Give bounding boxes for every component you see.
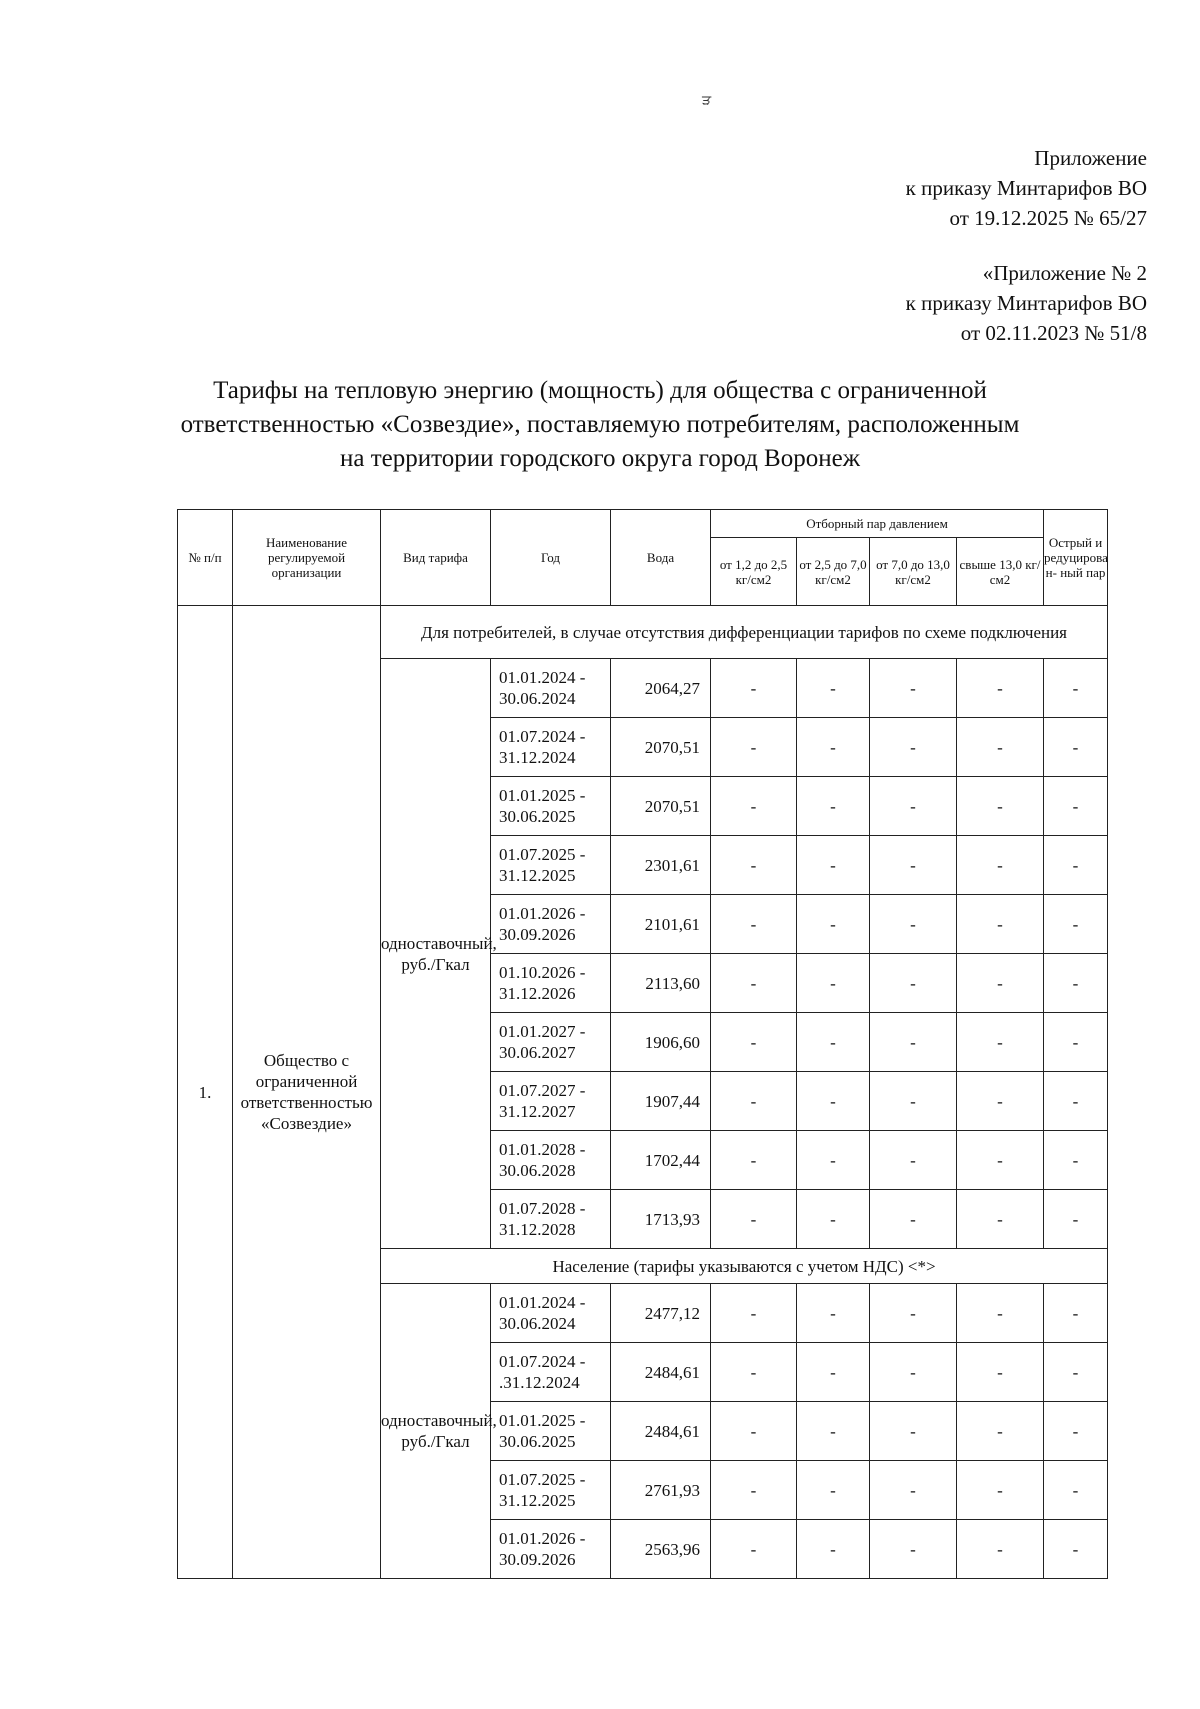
empty-value-cell: - [711,777,797,836]
col-header-steam-1: от 1,2 до 2,5 кг/см2 [711,538,797,606]
document-title [150,374,1050,476]
period-cell: 01.01.2028 - 30.06.2028 [491,1131,611,1190]
empty-value-cell: - [957,1131,1044,1190]
col-header-num: № п/п [178,510,233,606]
appendix-header [906,143,1147,233]
empty-value-cell: - [1044,895,1108,954]
col-header-steam-2: от 2,5 до 7,0 кг/см2 [797,538,870,606]
empty-value-cell: - [870,1072,957,1131]
water-tariff-cell: 2070,51 [611,718,711,777]
water-tariff-cell: 2101,61 [611,895,711,954]
appendix-line: Приложение [1034,146,1147,170]
empty-value-cell: - [870,1284,957,1343]
empty-value-cell: - [957,1461,1044,1520]
empty-value-cell: - [1044,954,1108,1013]
empty-value-cell: - [711,1131,797,1190]
empty-value-cell: - [711,1190,797,1249]
empty-value-cell: - [797,1190,870,1249]
empty-value-cell: - [957,1343,1044,1402]
tariff-table [177,509,1108,1579]
title-line: ответственностью «Созвездие», поставляемую потребителям, расположенным [180,411,1020,438]
period-cell: 01.01.2024 - 30.06.2024 [491,1284,611,1343]
empty-value-cell: - [870,1520,957,1579]
empty-value-cell: - [1044,836,1108,895]
empty-value-cell: - [797,1284,870,1343]
empty-value-cell: - [797,1520,870,1579]
empty-value-cell: - [797,1072,870,1131]
original-appendix-header [906,258,1147,348]
empty-value-cell: - [870,1343,957,1402]
empty-value-cell: - [957,1402,1044,1461]
period-cell: 01.07.2024 - 31.12.2024 [491,718,611,777]
empty-value-cell: - [957,954,1044,1013]
empty-value-cell: - [797,954,870,1013]
period-cell: 01.01.2026 - 30.09.2026 [491,895,611,954]
water-tariff-cell: 1713,93 [611,1190,711,1249]
empty-value-cell: - [711,1402,797,1461]
col-header-steam-group: Отборный пар давлением [711,510,1044,538]
empty-value-cell: - [1044,1013,1108,1072]
water-tariff-cell: 1907,44 [611,1072,711,1131]
col-header-steam-3: от 7,0 до 13,0 кг/см2 [870,538,957,606]
empty-value-cell: - [1044,1284,1108,1343]
empty-value-cell: - [797,659,870,718]
empty-value-cell: - [711,718,797,777]
empty-value-cell: - [711,1013,797,1072]
appendix-line: от 02.11.2023 № 51/8 [960,321,1147,345]
empty-value-cell: - [1044,718,1108,777]
empty-value-cell: - [1044,777,1108,836]
empty-value-cell: - [711,895,797,954]
empty-value-cell: - [957,777,1044,836]
empty-value-cell: - [1044,1343,1108,1402]
water-tariff-cell: 1702,44 [611,1131,711,1190]
title-line: на территории городского округа город Воронеж [340,445,860,472]
empty-value-cell: - [797,1131,870,1190]
empty-value-cell: - [1044,1072,1108,1131]
water-tariff-cell: 2761,93 [611,1461,711,1520]
empty-value-cell: - [870,1402,957,1461]
period-cell: 01.01.2025 - 30.06.2025 [491,1402,611,1461]
empty-value-cell: - [711,954,797,1013]
tariff-kind: одноставочный, руб./Гкал [381,1284,491,1579]
period-cell: 01.01.2024 - 30.06.2024 [491,659,611,718]
empty-value-cell: - [711,836,797,895]
scan-mark: ੜ [702,94,712,109]
empty-value-cell: - [797,1013,870,1072]
period-cell: 01.07.2025 - 31.12.2025 [491,1461,611,1520]
col-header-kind: Вид тарифа [381,510,491,606]
empty-value-cell: - [957,836,1044,895]
empty-value-cell: - [957,659,1044,718]
period-cell: 01.07.2028 - 31.12.2028 [491,1190,611,1249]
empty-value-cell: - [870,1461,957,1520]
col-header-sharp-steam: Острый и редуцирова н- ный пар [1044,510,1108,606]
period-cell: 01.07.2025 - 31.12.2025 [491,836,611,895]
empty-value-cell: - [797,895,870,954]
section-label: Для потребителей, в случае отсутствия дифференциации тарифов по схеме подключения [381,606,1108,659]
empty-value-cell: - [711,1284,797,1343]
row-number: 1. [178,606,233,1579]
empty-value-cell: - [870,1190,957,1249]
empty-value-cell: - [870,777,957,836]
water-tariff-cell: 2301,61 [611,836,711,895]
col-header-org: Наименование регулируемой организации [233,510,381,606]
empty-value-cell: - [797,1343,870,1402]
empty-value-cell: - [870,718,957,777]
empty-value-cell: - [957,1072,1044,1131]
period-cell: 01.07.2024 - .31.12.2024 [491,1343,611,1402]
col-header-steam-4: свыше 13,0 кг/см2 [957,538,1044,606]
empty-value-cell: - [870,954,957,1013]
empty-value-cell: - [797,777,870,836]
water-tariff-cell: 2113,60 [611,954,711,1013]
empty-value-cell: - [1044,1131,1108,1190]
appendix-line: от 19.12.2025 № 65/27 [949,206,1147,230]
empty-value-cell: - [711,659,797,718]
empty-value-cell: - [711,1520,797,1579]
title-line: Тарифы на тепловую энергию (мощность) для общества с ограниченной [213,377,987,404]
tariff-kind: одноставочный, руб./Гкал [381,659,491,1249]
empty-value-cell: - [870,895,957,954]
water-tariff-cell: 2484,61 [611,1343,711,1402]
col-header-water: Вода [611,510,711,606]
empty-value-cell: - [870,659,957,718]
empty-value-cell: - [957,1013,1044,1072]
empty-value-cell: - [797,1402,870,1461]
water-tariff-cell: 2064,27 [611,659,711,718]
empty-value-cell: - [870,1131,957,1190]
empty-value-cell: - [957,895,1044,954]
water-tariff-cell: 1906,60 [611,1013,711,1072]
empty-value-cell: - [957,718,1044,777]
organization-name: Общество с ограниченной ответственностью «Созвездие» [233,606,381,1579]
water-tariff-cell: 2070,51 [611,777,711,836]
water-tariff-cell: 2484,61 [611,1402,711,1461]
section-label: Население (тарифы указываются с учетом НДС) <*> [381,1249,1108,1284]
empty-value-cell: - [1044,1461,1108,1520]
empty-value-cell: - [797,836,870,895]
water-tariff-cell: 2563,96 [611,1520,711,1579]
period-cell: 01.10.2026 - 31.12.2026 [491,954,611,1013]
water-tariff-cell: 2477,12 [611,1284,711,1343]
empty-value-cell: - [1044,1190,1108,1249]
empty-value-cell: - [957,1190,1044,1249]
empty-value-cell: - [1044,1402,1108,1461]
empty-value-cell: - [957,1284,1044,1343]
empty-value-cell: - [711,1072,797,1131]
empty-value-cell: - [870,1013,957,1072]
empty-value-cell: - [1044,1520,1108,1579]
period-cell: 01.07.2027 - 31.12.2027 [491,1072,611,1131]
appendix-line: к приказу Минтарифов ВО [905,291,1147,315]
empty-value-cell: - [1044,659,1108,718]
empty-value-cell: - [711,1461,797,1520]
appendix-line: «Приложение № 2 [982,261,1147,285]
empty-value-cell: - [870,836,957,895]
empty-value-cell: - [797,718,870,777]
empty-value-cell: - [957,1520,1044,1579]
appendix-line: к приказу Минтарифов ВО [905,176,1147,200]
period-cell: 01.01.2027 - 30.06.2027 [491,1013,611,1072]
empty-value-cell: - [711,1343,797,1402]
period-cell: 01.01.2026 - 30.09.2026 [491,1520,611,1579]
empty-value-cell: - [797,1461,870,1520]
col-header-year: Год [491,510,611,606]
period-cell: 01.01.2025 - 30.06.2025 [491,777,611,836]
